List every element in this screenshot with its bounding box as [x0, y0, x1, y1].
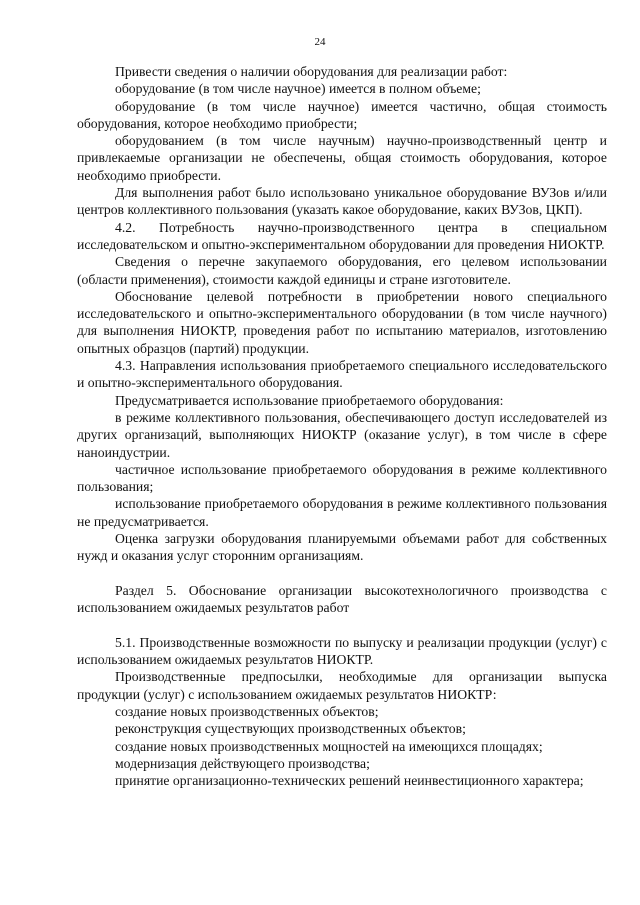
section-heading: Раздел 5. Обоснование организации высокотехнологичного производства с использованием ожидаемых результатов работ — [77, 582, 607, 616]
paragraph: Предусматривается использование приобретаемого оборудования: — [115, 392, 504, 408]
page-content — [77, 63, 607, 789]
paragraph: оборудование (в том числе научное) имеется в полном объеме; — [115, 81, 481, 97]
list-item: принятие организационно-технических решений неинвестиционного характера; — [115, 773, 584, 789]
paragraph: Оценка загрузки оборудования планируемыми объемами работ для собственных нужд и оказания услуг сторонним организациям. — [77, 531, 607, 564]
paragraph: оборудованием (в том числе научным) научно-производственный центр и привлекаемые организации не обеспечены, общая стоимость оборудования, которое необходимо приобрести. — [77, 133, 607, 183]
spacer — [77, 617, 607, 634]
paragraph: Привести сведения о наличии оборудования для реализации работ: — [115, 64, 508, 79]
list-item: модернизация действующего производства; — [115, 755, 370, 771]
page-number: 24 — [314, 36, 326, 48]
paragraph: частичное использование приобретаемого оборудования в режиме коллективного пользования; — [77, 461, 607, 495]
paragraph: 5.1. Производственные возможности по выпуску и реализации продукции (услуг) с использованием ожидаемых результатов НИОКТР. — [77, 634, 607, 668]
paragraph: Производственные предпосылки, необходимые для организации выпуска продукции (услуг) с использованием ожидаемых результатов НИОКТР: — [77, 669, 607, 702]
paragraph: Обоснование целевой потребности в приобретении нового специального исследовательского и опытно-экспериментального оборудовании (в том числе научного) для выполнения НИОКТР, проведения работ по испытанию материалов, изготовлению опытных образцов (партий) продукции. — [77, 288, 607, 356]
paragraph: 4.3. Направления использования приобретаемого специального исследовательского и опытно-экспериментального оборудования. — [77, 358, 607, 391]
spacer — [77, 565, 607, 582]
paragraph: в режиме коллективного пользования, обеспечивающего доступ исследователей из других организаций, выполняющих НИОКТР (оказание услуг), в том числе в сфере наноиндустрии. — [77, 409, 607, 460]
paragraph: Сведения о перечне закупаемого оборудования, его целевом использовании (области применения), стоимости каждой единицы и стране изготовителе. — [77, 254, 607, 287]
list-item: создание новых производственных объектов; — [115, 703, 379, 719]
paragraph: использование приобретаемого оборудования в режиме коллективного пользования не предусматривается. — [77, 496, 607, 529]
paragraph: оборудование (в том числе научное) имеется частично, общая стоимость оборудования, которое необходимо приобрести; — [77, 98, 607, 131]
list-item: создание новых производственных мощностей на имеющихся площадях; — [115, 738, 543, 754]
paragraph: Для выполнения работ было использовано уникальное оборудование ВУЗов и/или центров коллективного пользования (указать какое оборудование, каких ВУЗов, ЦКП). — [77, 185, 607, 218]
paragraph: 4.2. Потребность научно-производственного центра в специальном исследовательском и опытно-экспериментальном оборудовании для проведения НИОКТР. — [77, 219, 607, 252]
list-item: реконструкция существующих производственных объектов; — [115, 721, 466, 737]
